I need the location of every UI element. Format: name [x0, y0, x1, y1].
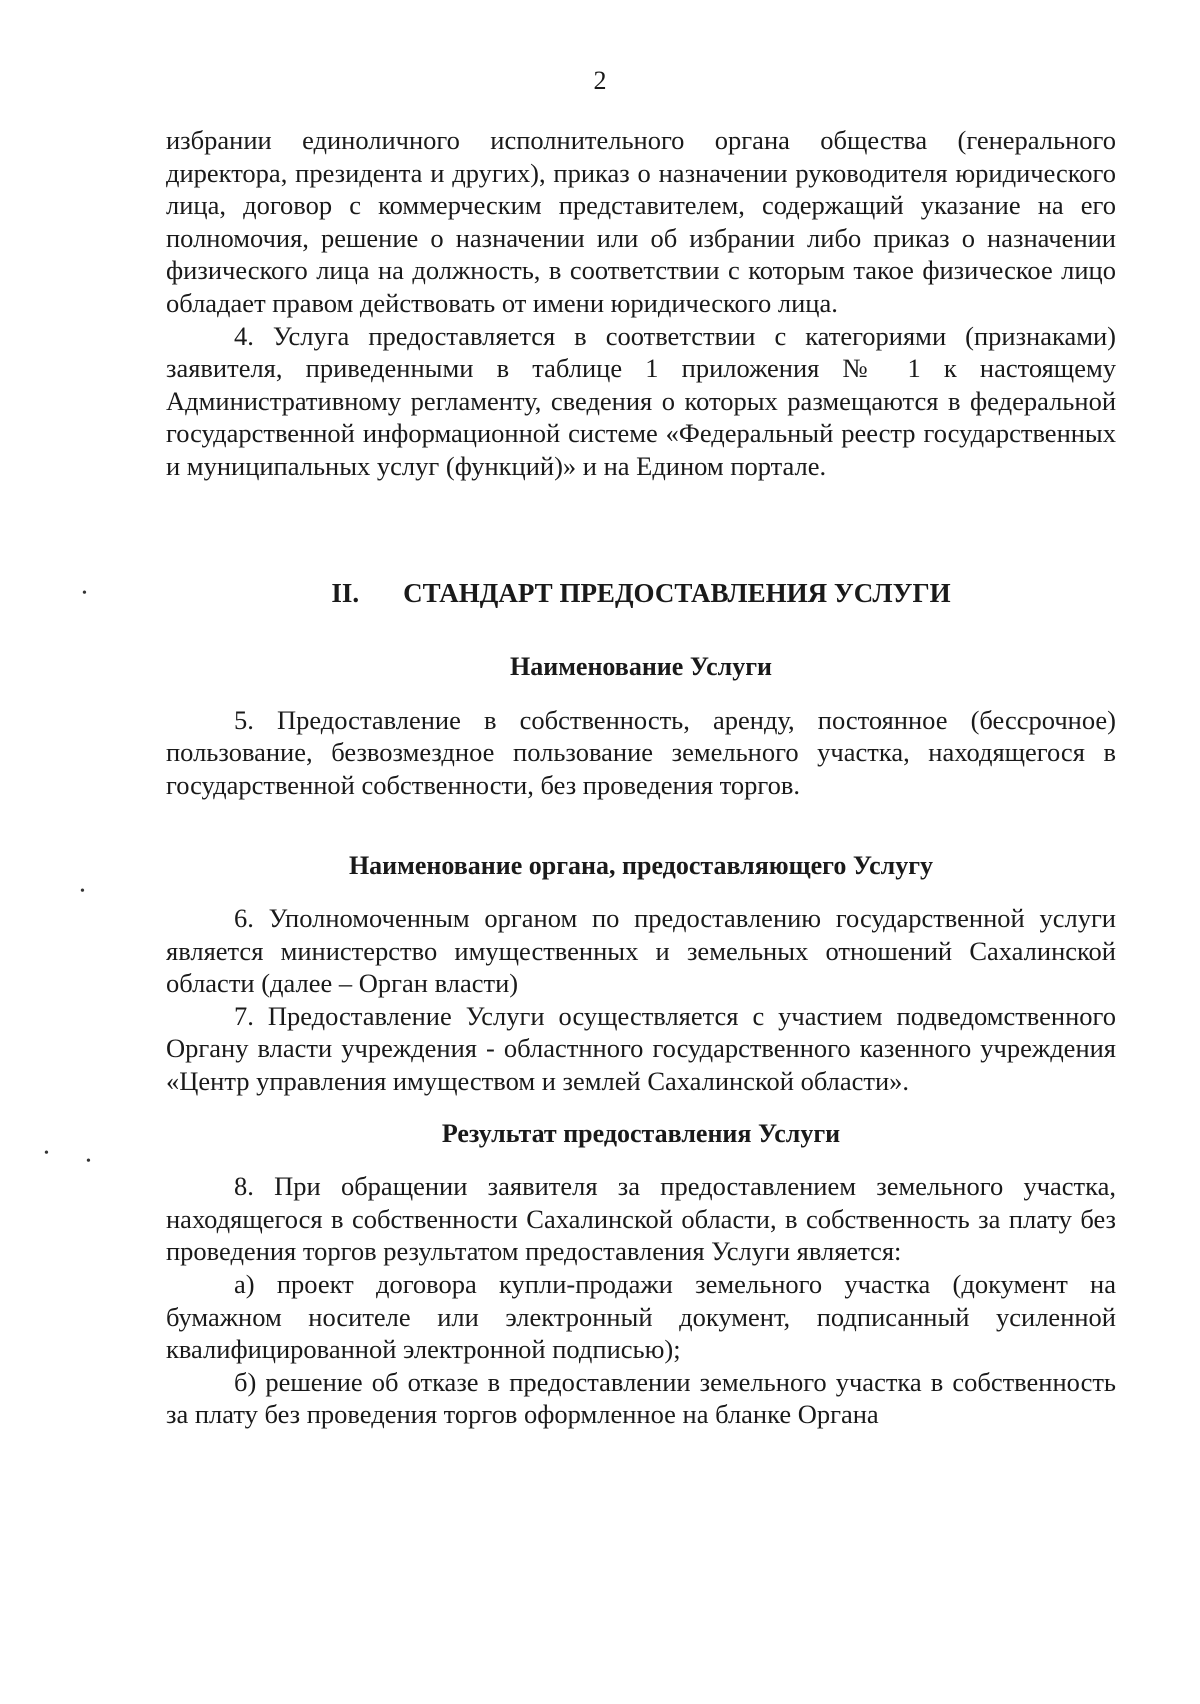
subheading-service-name: Наименование Услуги	[509, 652, 773, 682]
subheading-result: Результат предоставления Услуги	[441, 1118, 841, 1148]
scan-speck-1: •	[82, 586, 87, 601]
section-number: II.	[331, 577, 360, 608]
subheading-authority-name: Наименование органа, предоставляющего Услугу	[348, 850, 934, 880]
paragraph-8: 8. При обращении заявителя за предоставлением земельного участка, находящегося в собственности Сахалинской области, в собственность за плату без проведения торгов результатом предоставления Услуги является:	[166, 1171, 1116, 1267]
section-title: СТАНДАРТ ПРЕДОСТАВЛЕНИЯ УСЛУГИ	[403, 577, 951, 608]
section-heading	[166, 577, 1116, 610]
scan-speck-2: •	[80, 884, 85, 899]
paragraph-8b: б) решение об отказе в предоставлении земельного участка в собственность за плату без проведения торгов оформленное на бланке Органа	[166, 1366, 1116, 1430]
page-number: 2	[593, 66, 607, 95]
document-body	[166, 124, 1116, 1431]
scan-speck-4: •	[86, 1154, 91, 1169]
paragraph-7: 7. Предоставление Услуги осуществляется с участием подведомственного Органу власти учреждения - областнного государственного казенного учреждения «Центр управления имуществом и землей Сахалинской области».	[166, 1000, 1116, 1097]
paragraph-8a: а) проект договора купли-продажи земельного участка (документ на бумажном носителе или электронный документ, подписанный усиленной квалифицированной электронной подписью);	[166, 1269, 1116, 1365]
paragraph-6: 6. Уполномоченным органом по предоставлению государственной услуги является министерство имущественных и земельных отношений Сахалинской области (далее – Орган власти)	[166, 903, 1116, 999]
paragraph-intro: избрании единоличного исполнительного органа общества (генерального директора, президента и других), приказ о назначении руководителя юридического лица, договор с коммерческим представителем, содержащий указание на его полномочия, решение о назначении или об избрании либо приказ о назначении физического лица на должность, в соответствии с которым такое физическое лицо обладает правом действовать от имени юридического лица.	[166, 125, 1116, 318]
scan-speck-3: •	[44, 1146, 49, 1161]
paragraph-5: 5. Предоставление в собственность, аренду, постоянное (бессрочное) пользование, безвозмездное пользование земельного участка, находящегося в государственной собственности, без проведения торгов.	[166, 704, 1116, 800]
paragraph-4: 4. Услуга предоставляется в соответствии с категориями (признаками) заявителя, приведенными в таблице 1 приложения № 1 к настоящему Административному регламенту, сведения о которых размещаются в федеральной государственной информационной системе «Федеральный реестр государственных и муниципальных услуг (функций)» и на Едином портале.	[166, 320, 1116, 481]
